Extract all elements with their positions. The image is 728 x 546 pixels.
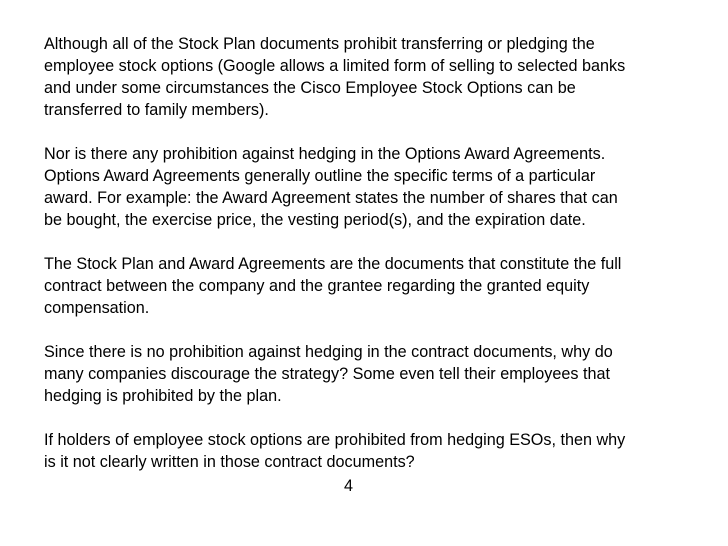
text-line: hedging is prohibited by the plan.	[44, 387, 282, 405]
text-line: The Stock Plan and Award Agreements are the documents that constitute the full	[44, 255, 622, 273]
text-line: be bought, the exercise price, the vesting period(s), and the expiration date.	[44, 211, 586, 229]
paragraph-not-written	[44, 429, 720, 473]
paragraph-discourage-strategy	[44, 341, 720, 407]
text-line: Nor is there any prohibition against hedging in the Options Award Agreements.	[44, 145, 606, 163]
text-line: many companies discourage the strategy? Some even tell their employees that	[44, 365, 610, 383]
text-line: Although all of the Stock Plan documents prohibit transferring or pledging the	[44, 35, 595, 53]
text-line: Options Award Agreements generally outline the specific terms of a particular	[44, 167, 596, 185]
text-line: contract between the company and the grantee regarding the granted equity	[44, 277, 590, 295]
paragraph-full-contract	[44, 253, 720, 319]
text-line: compensation.	[44, 299, 150, 317]
text-line: is it not clearly written in those contract documents?	[44, 453, 415, 471]
text-line: transferred to family members).	[44, 101, 269, 119]
text-line: employee stock options (Google allows a limited form of selling to selected banks	[44, 57, 626, 75]
slide-body	[44, 33, 720, 495]
paragraph-award-agreements	[44, 143, 720, 231]
text-line: Since there is no prohibition against hedging in the contract documents, why do	[44, 343, 613, 361]
paragraph-transfer-prohibition	[44, 33, 720, 121]
text-line: award. For example: the Award Agreement states the number of shares that can	[44, 189, 618, 207]
page-number: 4	[344, 477, 354, 495]
text-line: and under some circumstances the Cisco Employee Stock Options can be	[44, 79, 576, 97]
text-line: If holders of employee stock options are prohibited from hedging ESOs, then why	[44, 431, 626, 449]
